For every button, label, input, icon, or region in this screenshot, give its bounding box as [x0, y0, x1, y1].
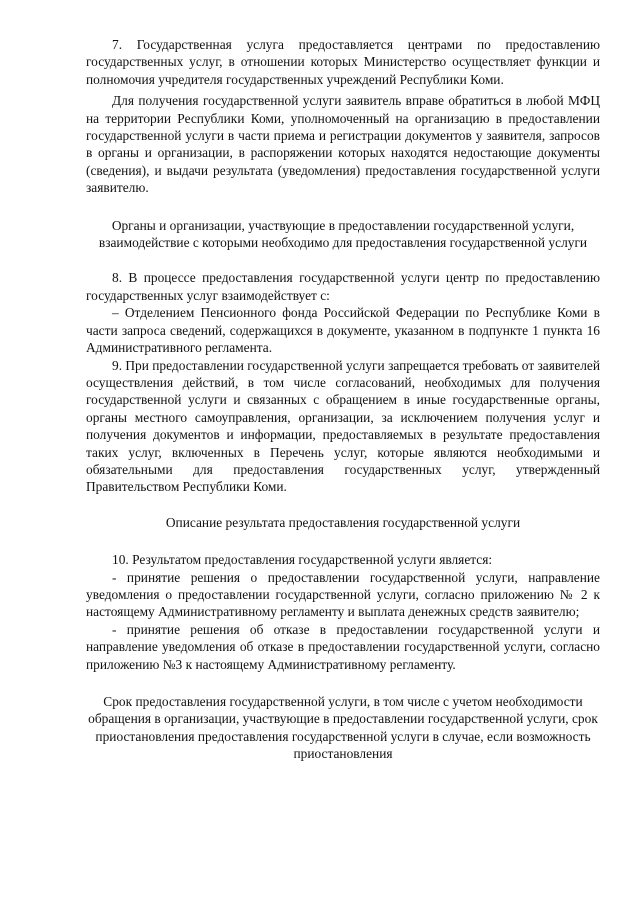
paragraph-8: 8. В процессе предоставления государственной услуги центр по предоставлению государственных услуг взаимодействует с: [86, 270, 600, 303]
paragraph-10-item-refusal: - принятие решения об отказе в предоставлении государственной услуги и направление уведомления об отказе в предоставлении государственной услуги, согласно приложению №3 к настоящему Административному регламенту. [86, 621, 600, 672]
paragraph-7: 7. Государственная услуга предоставляется центрами по предоставлению государственных услуг, в отношении которых Министерство осуществляет функции и полномочия учредителя государственных учреждений Республики Коми. [86, 37, 600, 87]
paragraph-10-item-approval: - принятие решения о предоставлении государственной услуги, направление уведомления о предоставлении государственной услуги, согласно приложению № 2 к настоящему Административному регламенту и выплата денежных средств заявителю; [86, 569, 600, 620]
section-heading-result: Описание результата предоставления государственной услуги [165, 514, 521, 530]
paragraph-10: 10. Результатом предоставления государственной услуги является: [112, 552, 493, 568]
paragraph-9: 9. При предоставлении государственной услуги запрещается требовать от заявителей осуществления действий, в том числе согласований, необходимых для получения государственной услуги и связанных с обращением в иные государственные органы, органы местного самоуправления, организации, за исключением получения услуг и получения документов и информации, предоставляемых в результате предоставления таких услуг, включенных в Перечень услуг, которые являются необходимыми и обязательными для предоставления государственных услуг, утвержденный Правительством Республики Коми. [86, 357, 600, 495]
section-heading-organizations: Органы и организации, участвующие в предоставлении государственной услуги, взаимодействие с которыми необходимо для предоставления государственной услуги [98, 217, 588, 251]
paragraph-8-item: – Отделением Пенсионного фонда Российской Федерации по Республике Коми в части запроса сведений, содержащихся в документе, указанном в подпункте 1 пункта 16 Административного регламента. [86, 305, 600, 356]
document-body [86, 36, 600, 763]
paragraph-7-mfc: Для получения государственной услуги заявитель вправе обратиться в любой МФЦ на территории Республики Коми, уполномоченный на организацию в предоставлении государственной услуги в части приема и регистрации документов у заявителя, запросов в органы и организации, в распоряжении которых находятся недостающие документы (сведения), и выдачи результата (уведомления) предоставления государственной услуги заявителю. [86, 93, 600, 196]
section-heading-term: Срок предоставления государственной услуги, в том числе с учетом необходимости обращения в организации, участвующие в предоставлении государственной услуги, срок приостановления предоставления государственной услуги в случае, если возможность приостановления [88, 694, 598, 762]
